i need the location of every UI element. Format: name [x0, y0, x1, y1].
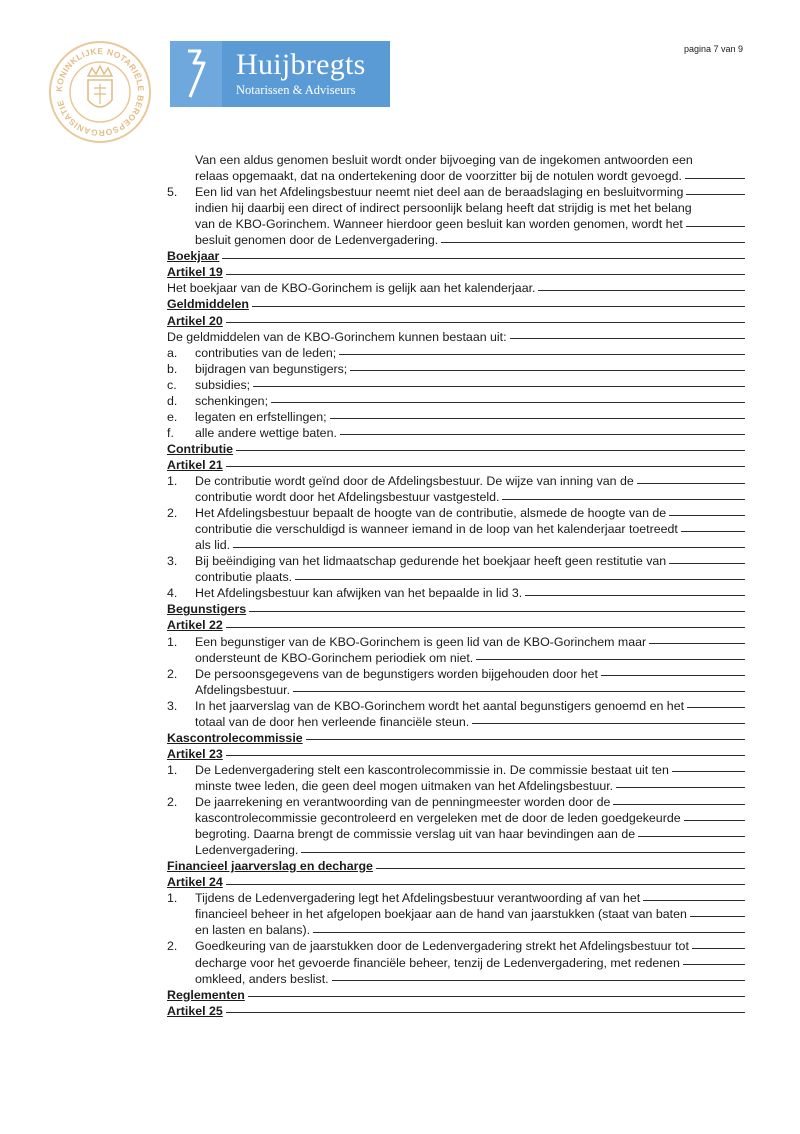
line-text: financieel beheer in het afgelopen boekjaar aan de hand van jaarstukken (staat van baten	[195, 907, 687, 922]
text-line	[167, 184, 745, 200]
list-number: 2.	[167, 666, 178, 681]
list-number: 1.	[167, 474, 178, 488]
line-text: De jaarrekening en verantwoording van de penningmeester worden door de	[195, 795, 611, 809]
section-heading	[167, 313, 745, 329]
text-line	[195, 778, 745, 794]
fill-dash-line	[226, 322, 745, 323]
fill-dash-line	[687, 707, 745, 708]
list-number: 1.	[167, 762, 178, 777]
line-text: De persoonsgegevens van de begunstigers worden bijgehouden door het	[195, 666, 598, 681]
text-line	[195, 569, 745, 585]
fill-dash-line	[271, 402, 745, 403]
fill-dash-line	[226, 1012, 745, 1013]
fill-dash-line	[226, 466, 745, 467]
line-text: Artikel 19	[167, 265, 223, 280]
line-text: Artikel 23	[167, 746, 223, 761]
line-text: Ledenvergadering.	[195, 843, 299, 858]
line-text: Boekjaar	[167, 249, 220, 264]
line-text: Het boekjaar van de KBO-Gorinchem is gelijk aan het kalenderjaar.	[167, 281, 536, 296]
line-text: Financieel jaarverslag en decharge	[167, 859, 373, 874]
line-text: De Ledenvergadering stelt een kascontrolecommissie in. De commissie bestaat uit ten	[195, 762, 669, 777]
text-line	[195, 152, 745, 168]
text-line	[195, 971, 745, 987]
text-line	[195, 922, 745, 938]
fill-dash-line	[669, 515, 745, 516]
text-line	[195, 168, 745, 184]
line-text: Artikel 22	[167, 618, 223, 633]
list-number: e.	[167, 409, 178, 424]
line-text: In het jaarverslag van de KBO-Gorinchem wordt het aantal begunstigers genoemd en het	[195, 698, 685, 713]
line-text: Contributie	[167, 441, 234, 456]
fill-dash-line	[330, 418, 745, 419]
fill-dash-line	[313, 932, 745, 933]
fill-dash-line	[510, 338, 745, 339]
line-text: Artikel 25	[167, 1003, 223, 1018]
fill-dash-line	[301, 852, 745, 853]
fill-dash-line	[248, 996, 745, 997]
text-line	[167, 345, 745, 361]
logo-mark-icon	[170, 41, 222, 107]
line-text: Artikel 21	[167, 457, 223, 472]
fill-dash-line	[226, 274, 745, 275]
text-line	[167, 666, 745, 682]
line-text: Het Afdelingsbestuur bepaalt de hoogte van de contributie, alsmede de hoogte van de	[195, 506, 667, 521]
line-text: bijdragen van begunstigers;	[195, 361, 348, 376]
list-number: 2.	[167, 795, 178, 809]
text-line	[167, 377, 745, 393]
line-text: Goedkeuring van de jaarstukken door de Ledenvergadering strekt het Afdelingsbestuur tot	[195, 939, 689, 954]
firm-logo	[170, 41, 390, 107]
logo-name: Huijbregts	[236, 48, 366, 81]
fill-dash-line	[249, 611, 745, 612]
line-text: Een lid van het Afdelingsbestuur neemt niet deel aan de beraadslaging en besluitvorming	[195, 185, 684, 200]
text-line	[167, 329, 745, 345]
fill-dash-line	[226, 884, 745, 885]
fill-dash-line	[681, 531, 745, 532]
line-text: indien hij daarbij een direct of indirect persoonlijk belang heeft dat strijdig is met het belang	[195, 201, 692, 216]
list-number: 3.	[167, 698, 178, 713]
fill-dash-line	[472, 723, 745, 724]
line-text: contributies van de leden;	[195, 345, 337, 360]
fill-dash-line	[222, 258, 745, 259]
section-heading	[167, 1003, 745, 1019]
line-text: Het Afdelingsbestuur kan afwijken van het bepaalde in lid 3.	[195, 586, 523, 601]
fill-dash-line	[339, 354, 745, 355]
text-line	[195, 521, 745, 537]
list-number: b.	[167, 361, 178, 376]
section-heading	[167, 746, 745, 762]
line-text: contributie wordt door het Afdelingsbestuur vastgesteld.	[195, 490, 500, 505]
text-line	[195, 216, 745, 232]
line-text: totaal van de door hen verleende financiële steun.	[195, 714, 470, 729]
fill-dash-line	[376, 868, 745, 869]
fill-dash-line	[672, 771, 745, 772]
section-heading	[167, 987, 745, 1003]
fill-dash-line	[226, 755, 745, 756]
line-text: als lid.	[195, 538, 231, 553]
section-heading	[167, 858, 745, 874]
fill-dash-line	[616, 787, 745, 788]
text-line	[167, 938, 745, 954]
text-line	[195, 842, 745, 858]
line-text: Tijdens de Ledenvergadering legt het Afdelingsbestuur verantwoording af van het	[195, 891, 641, 906]
line-text: schenkingen;	[195, 393, 269, 408]
fill-dash-line	[252, 306, 745, 307]
notary-seal-icon	[48, 38, 152, 146]
text-line	[195, 200, 745, 216]
text-line	[167, 890, 745, 906]
text-line	[167, 553, 745, 569]
text-line	[167, 585, 745, 601]
text-line	[167, 698, 745, 714]
line-text: omkleed, anders beslist.	[195, 971, 329, 986]
list-number: d.	[167, 393, 178, 408]
fill-dash-line	[649, 643, 745, 644]
fill-dash-line	[236, 450, 745, 451]
text-line	[195, 682, 745, 698]
fill-dash-line	[638, 836, 745, 837]
line-text: van de KBO-Gorinchem. Wanneer hierdoor geen besluit kan worden genomen, wordt het	[195, 217, 683, 232]
section-heading	[167, 264, 745, 280]
section-heading	[167, 617, 745, 633]
fill-dash-line	[340, 434, 745, 435]
section-heading	[167, 601, 745, 617]
fill-dash-line	[476, 659, 745, 660]
line-text: De contributie wordt geïnd door de Afdelingsbestuur. De wijze van inning van de	[195, 474, 634, 488]
list-number: 1.	[167, 634, 178, 649]
line-text: kascontrolecommissie gecontroleerd en vergeleken met de door de leden goedgekeurde	[195, 811, 681, 826]
line-text: Afdelingsbestuur.	[195, 682, 291, 697]
fill-dash-line	[690, 916, 745, 917]
fill-dash-line	[295, 579, 745, 580]
line-text: Begunstigers	[167, 602, 247, 617]
text-line	[195, 810, 745, 826]
line-text: decharge voor het gevoerde financiële beheer, tenzij de Ledenvergadering, met redenen	[195, 955, 680, 970]
fill-dash-line	[226, 627, 745, 628]
text-line	[195, 826, 745, 842]
list-number: 5.	[167, 185, 178, 200]
fill-dash-line	[233, 547, 745, 548]
line-text: relaas opgemaakt, dat na ondertekening door de voorzitter bij de notulen wordt gevoegd.	[195, 169, 682, 184]
section-heading	[167, 296, 745, 312]
text-line	[167, 425, 745, 441]
line-text: Van een aldus genomen besluit wordt onder bijvoeging van de ingekomen antwoorden een	[195, 153, 693, 167]
logo-subtitle: Notarissen & Adviseurs	[236, 83, 356, 97]
fill-dash-line	[293, 691, 745, 692]
list-number: a.	[167, 345, 178, 360]
fill-dash-line	[637, 483, 745, 484]
text-line	[195, 955, 745, 971]
fill-dash-line	[683, 964, 745, 965]
text-line	[195, 906, 745, 922]
fill-dash-line	[686, 226, 745, 227]
line-text: contributie plaats.	[195, 570, 293, 585]
fill-dash-line	[253, 386, 745, 387]
fill-dash-line	[643, 900, 745, 901]
line-text: subsidies;	[195, 377, 251, 392]
list-number: 2.	[167, 506, 178, 521]
list-number: 3.	[167, 554, 178, 569]
line-text: Een begunstiger van de KBO-Gorinchem is geen lid van de KBO-Gorinchem maar	[195, 634, 647, 649]
text-line	[167, 409, 745, 425]
text-line	[167, 505, 745, 521]
line-text: en lasten en balans).	[195, 923, 311, 938]
fill-dash-line	[441, 242, 745, 243]
text-line	[195, 489, 745, 505]
line-text: minste twee leden, die geen deel mogen uitmaken van het Afdelingsbestuur.	[195, 778, 614, 793]
fill-dash-line	[686, 194, 745, 195]
line-text: ondersteunt de KBO-Gorinchem periodiek om niet.	[195, 650, 474, 665]
fill-dash-line	[684, 820, 745, 821]
list-number: 1.	[167, 891, 178, 906]
line-text: besluit genomen door de Ledenvergadering.	[195, 233, 439, 248]
list-number: 4.	[167, 586, 178, 601]
text-line	[167, 393, 745, 409]
text-line	[167, 634, 745, 650]
logo-text	[222, 41, 390, 107]
text-line	[167, 361, 745, 377]
list-number: f.	[167, 425, 174, 440]
text-line	[167, 280, 745, 296]
list-number: 2.	[167, 939, 178, 954]
text-line	[195, 232, 745, 248]
text-line	[167, 473, 745, 489]
fill-dash-line	[613, 804, 745, 805]
line-text: Kascontrolecommissie	[167, 730, 303, 745]
text-line	[167, 762, 745, 778]
list-number: c.	[167, 377, 177, 392]
section-heading	[167, 248, 745, 264]
section-heading	[167, 457, 745, 473]
fill-dash-line	[538, 290, 745, 291]
line-text: Geldmiddelen	[167, 297, 249, 312]
fill-dash-line	[601, 675, 745, 676]
line-text: Reglementen	[167, 987, 245, 1002]
fill-dash-line	[350, 370, 745, 371]
fill-dash-line	[502, 499, 745, 500]
fill-dash-line	[685, 178, 745, 179]
section-heading	[167, 730, 745, 746]
text-line	[195, 537, 745, 553]
section-heading	[167, 874, 745, 890]
section-heading	[167, 441, 745, 457]
fill-dash-line	[669, 563, 745, 564]
line-text: Artikel 20	[167, 313, 223, 328]
fill-dash-line	[692, 948, 745, 949]
text-line	[167, 794, 745, 810]
line-text: Bij beëindiging van het lidmaatschap gedurende het boekjaar heeft geen restitutie van	[195, 554, 667, 569]
line-text: Artikel 24	[167, 875, 223, 890]
fill-dash-line	[332, 980, 745, 981]
text-line	[195, 650, 745, 666]
page-number: pagina 7 van 9	[683, 44, 743, 54]
fill-dash-line	[525, 595, 745, 596]
fill-dash-line	[306, 739, 745, 740]
line-text: contributie die verschuldigd is wanneer iemand in de loop van het kalenderjaar toetreedt	[195, 522, 678, 537]
line-text: legaten en erfstellingen;	[195, 409, 327, 424]
line-text: begroting. Daarna brengt de commissie verslag uit van haar bevindingen aan de	[195, 827, 636, 842]
line-text: alle andere wettige baten.	[195, 425, 337, 440]
line-text: De geldmiddelen van de KBO-Gorinchem kunnen bestaan uit:	[167, 329, 507, 344]
seal-text: KONINKLIJKE NOTARIËLE BEROEPSORGANISATIE	[53, 45, 147, 139]
text-line	[195, 714, 745, 730]
